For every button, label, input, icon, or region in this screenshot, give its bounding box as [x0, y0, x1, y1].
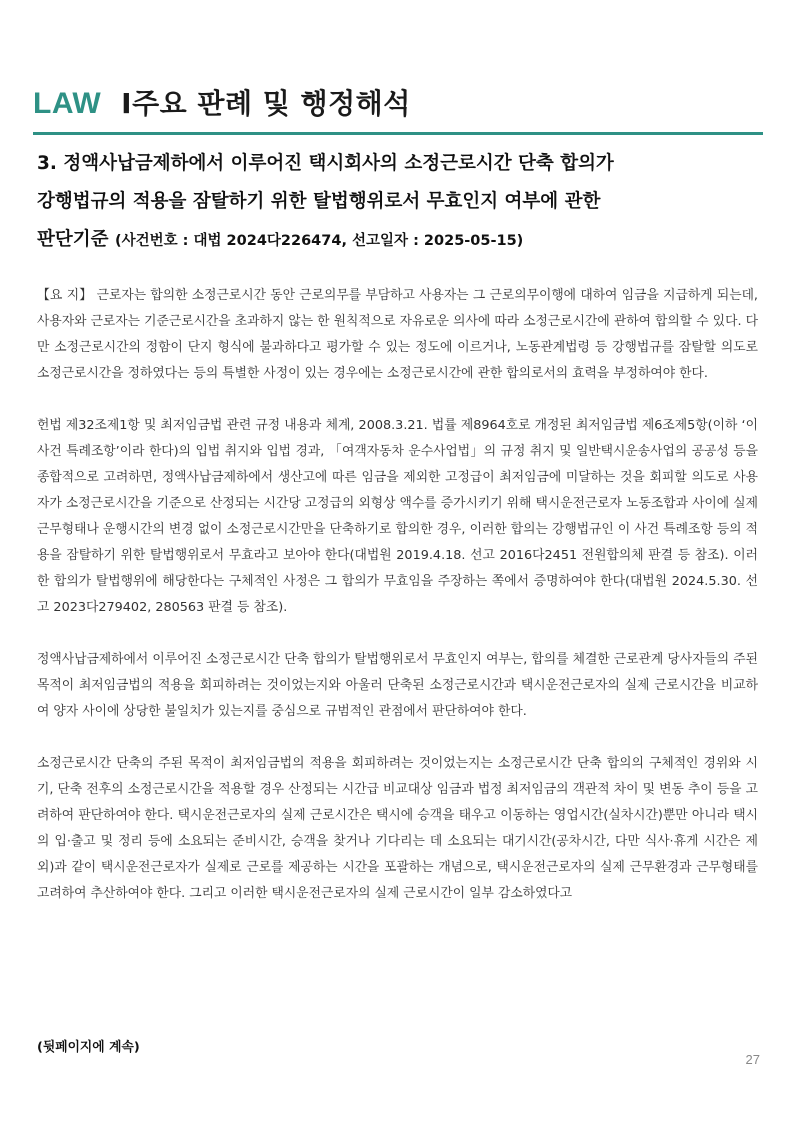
- paragraph-summary: [37, 283, 758, 387]
- page-header: [33, 82, 763, 122]
- section-label: LAW: [33, 87, 102, 120]
- paragraph-3: 정액사납금제하에서 이루어진 소정근로시간 단축 합의가 탈법행위로서 무효인지 여부는, 합의를 체결한 근로관계 당사자들의 주된 목적이 최저임금법의 적용을 회피하려는 것이었는지와 아울러 단축된 소정근로시간과 택시운전근로자의 실제 근로시간을 비교하여 양자 사이에 상당한 불일치가 있는지를 중심으로 규범적인 관점에서 판단하여야 한다.: [37, 652, 758, 719]
- case-title: [37, 145, 762, 260]
- section-title: Ⅰ주요 판례 및 행정해석: [121, 87, 411, 120]
- page-number: 27: [745, 1052, 760, 1067]
- summary-label: 【요 지】: [37, 288, 93, 303]
- case-title-main: 판단기준: [37, 229, 109, 250]
- case-title-line-2: 강행법규의 적용을 잠탈하기 위한 탈법행위로서 무효인지 여부에 관한: [37, 191, 601, 212]
- paragraph-2: 헌법 제32조제1항 및 최저임금법 관련 규정 내용과 체계, 2008.3.21. 법률 제8964호로 개정된 최저임금법 제6조제5항(이하 ‘이 사건 특례조항’이라 한다)의 입법 취지와 입법 경과, 「여객자동차 운수사업법」의 규정 취지 및 일반택시운송사업의 공공성 등을 종합적으로 고려하면, 정액사납금제하에서 생산고에 따른 임금을 제외한 고정급이 최저임금에 미달하는 것을 회피할 의도로 사용자가 소정근로시간을 기준으로 산정되는 시간당 고정급의 외형상 액수를 증가시키기 위해 택시운전근로자 노동조합과 사이에 실제 근무형태나 운행시간의 변경 없이 소정근로시간만을 단축하기로 합의한 경우, 이러한 합의는 강행법규인 이 사건 특례조항 등의 적용을 잠탈하기 위한 탈법행위로서 무효라고 보아야 한다(대법원 2019.4.18. 선고 2016다2451 전원합의체 판결 등 참조). 이러한 합의가 탈법행위에 해당한다는 구체적인 사정은 그 합의가 무효임을 주장하는 쪽에서 증명하여야 한다(대법원 2024.5.30. 선고 2023다279402, 280563 판결 등 참조).: [37, 418, 758, 615]
- document-body: [37, 283, 758, 933]
- summary-text: 근로자는 합의한 소정근로시간 동안 근로의무를 부담하고 사용자는 그 근로의무이행에 대하여 임금을 지급하게 되는데, 사용자와 근로자는 기준근로시간을 초과하지 않는 한 원칙적으로 자유로운 의사에 따라 소정근로시간에 관하여 합의할 수 있다. 다만 소정근로시간의 정함이 단지 형식에 불과하다고 평가할 수 있는 정도에 이르거나, 노동관계법령 등 강행법규를 잠탈할 의도로 소정근로시간을 정하였다는 등의 특별한 사정이 있는 경우에는 소정근로시간에 관한 합의로서의 효력을 부정하여야 한다.: [37, 288, 759, 381]
- case-title-line-1: 3. 정액사납금제하에서 이루어진 택시회사의 소정근로시간 단축 합의가: [37, 153, 614, 174]
- continued-note: (뒷페이지에 계속): [37, 1040, 140, 1055]
- header-divider: [33, 132, 763, 135]
- case-title-line-3: [37, 221, 762, 260]
- case-number-date: (사건번호 : 대법 2024다226474, 선고일자 : 2025-05-15): [114, 233, 524, 249]
- paragraph-4: 소정근로시간 단축의 주된 목적이 최저임금법의 적용을 회피하려는 것이었는지는 소정근로시간 단축 합의의 구체적인 경위와 시기, 단축 전후의 소정근로시간을 적용할 경우 산정되는 시간급 비교대상 임금과 법정 최저임금의 객관적 차이 및 변동 추이 등을 고려하여 판단하여야 한다. 택시운전근로자의 실제 근로시간은 택시에 승객을 태우고 이동하는 영업시간(실차시간)뿐만 아니라 택시의 입·출고 및 정리 등에 소요되는 준비시간, 승객을 찾거나 기다리는 데 소요되는 대기시간(공차시간, 다만 식사·휴게 시간은 제외)과 같이 택시운전근로자가 실제로 근로를 제공하는 시간을 포괄하는 개념으로, 택시운전근로자의 실제 근무환경과 근무형태를 고려하여 추산하여야 한다. 그리고 이러한 택시운전근로자의 실제 근로시간이 일부 감소하였다고: [37, 756, 758, 901]
